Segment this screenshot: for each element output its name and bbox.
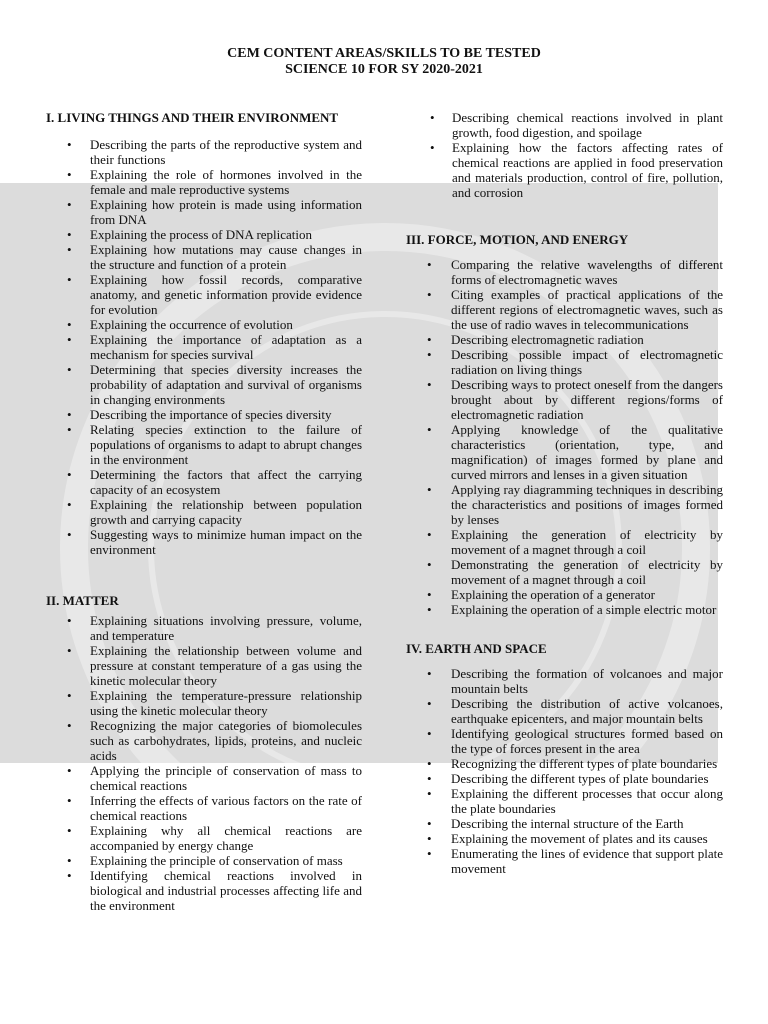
list-item: • Determining that species diversity increases the probability of adaptation and survival of organisms in changing environments — [46, 362, 362, 407]
list-item: • Explaining the principle of conservation of mass — [46, 853, 362, 868]
list-item: • Explaining why all chemical reactions are accompanied by energy change — [46, 823, 362, 853]
list-item: • Identifying geological structures formed based on the type of forces present in the area — [406, 726, 723, 756]
list-item: • Explaining how fossil records, comparative anatomy, and genetic information provide evidence for evolution — [46, 272, 362, 317]
list-item: • Describing the formation of volcanoes and major mountain belts — [406, 666, 723, 696]
list-item: • Describing the parts of the reproductive system and their functions — [46, 137, 362, 167]
list-item: • Explaining the role of hormones involved in the female and male reproductive systems — [46, 167, 362, 197]
list-item: • Explaining the generation of electricity by movement of a magnet through a coil — [406, 527, 723, 557]
list-item: • Explaining the temperature-pressure relationship using the kinetic molecular theory — [46, 688, 362, 718]
list-item: • Explaining how protein is made using information from DNA — [46, 197, 362, 227]
list-item: • Describing the different types of plate boundaries — [406, 771, 723, 786]
section-heading-living: I. LIVING THINGS AND THEIR ENVIRONMENT — [46, 110, 339, 125]
list-item: • Describing the distribution of active volcanoes, earthquake epicenters, and major mountain belts — [406, 696, 723, 726]
list-item: • Inferring the effects of various factors on the rate of chemical reactions — [46, 793, 362, 823]
list-item: • Demonstrating the generation of electricity by movement of a magnet through a coil — [406, 557, 723, 587]
list-living — [46, 137, 362, 557]
list-item: • Comparing the relative wavelengths of different forms of electromagnetic waves — [406, 257, 723, 287]
right-column — [406, 110, 723, 876]
list-item: • Explaining how the factors affecting rates of chemical reactions are applied in food preservation and materials production, control of fire, pollution, and corrosion — [406, 140, 723, 200]
list-force — [406, 257, 723, 617]
list-item: • Describing electromagnetic radiation — [406, 332, 723, 347]
list-item: • Describing the internal structure of the Earth — [406, 816, 723, 831]
document-subtitle: SCIENCE 10 FOR SY 2020-2021 — [285, 62, 483, 77]
list-item: • Recognizing the different types of plate boundaries — [406, 756, 723, 771]
list-item: • Describing ways to protect oneself from the dangers brought about by different regions/forms of electromagnetic radiation — [406, 377, 723, 422]
list-earth — [406, 666, 723, 876]
section-heading-force: III. FORCE, MOTION, AND ENERGY — [406, 232, 629, 247]
list-item: • Identifying chemical reactions involved in biological and industrial processes affecting life and the environment — [46, 868, 362, 913]
list-item: • Applying ray diagramming techniques in describing the characteristics and positions of images formed by lenses — [406, 482, 723, 527]
section-heading-matter: II. MATTER — [46, 593, 119, 608]
list-item: • Citing examples of practical applications of the different regions of electromagnetic waves, such as the use of radio waves in telecommunications — [406, 287, 723, 332]
list-matter — [46, 613, 362, 913]
list-item: • Determining the factors that affect the carrying capacity of an ecosystem — [46, 467, 362, 497]
list-item: • Explaining the movement of plates and its causes — [406, 831, 723, 846]
list-item: • Explaining the importance of adaptation as a mechanism for species survival — [46, 332, 362, 362]
list-item: • Explaining how mutations may cause changes in the structure and function of a protein — [46, 242, 362, 272]
list-item: • Explaining situations involving pressure, volume, and temperature — [46, 613, 362, 643]
list-item: • Explaining the different processes that occur along the plate boundaries — [406, 786, 723, 816]
list-item: • Applying knowledge of the qualitative characteristics (orientation, type, and magnification) of images formed by plane and curved mirrors and lenses in a given situation — [406, 422, 723, 482]
list-matter-continued — [406, 110, 723, 200]
list-item: • Recognizing the major categories of biomolecules such as carbohydrates, lipids, proteins, and nucleic acids — [46, 718, 362, 763]
list-item: • Explaining the process of DNA replication — [46, 227, 362, 242]
list-item: • Explaining the relationship between volume and pressure at constant temperature of a gas using the kinetic molecular theory — [46, 643, 362, 688]
document-header — [0, 46, 768, 78]
left-column — [46, 110, 362, 913]
list-item: • Explaining the relationship between population growth and carrying capacity — [46, 497, 362, 527]
list-item: • Explaining the operation of a simple electric motor — [406, 602, 723, 617]
list-item: • Describing possible impact of electromagnetic radiation on living things — [406, 347, 723, 377]
list-item: • Enumerating the lines of evidence that support plate movement — [406, 846, 723, 876]
list-item: • Suggesting ways to minimize human impact on the environment — [46, 527, 362, 557]
list-item: • Relating species extinction to the failure of populations of organisms to adapt to abrupt changes in the environment — [46, 422, 362, 467]
section-heading-earth: IV. EARTH AND SPACE — [406, 641, 547, 656]
list-item: • Explaining the occurrence of evolution — [46, 317, 362, 332]
list-item: • Applying the principle of conservation of mass to chemical reactions — [46, 763, 362, 793]
list-item: • Describing the importance of species diversity — [46, 407, 362, 422]
list-item: • Describing chemical reactions involved in plant growth, food digestion, and spoilage — [406, 110, 723, 140]
document-title: CEM CONTENT AREAS/SKILLS TO BE TESTED — [227, 46, 541, 61]
list-item: • Explaining the operation of a generator — [406, 587, 723, 602]
